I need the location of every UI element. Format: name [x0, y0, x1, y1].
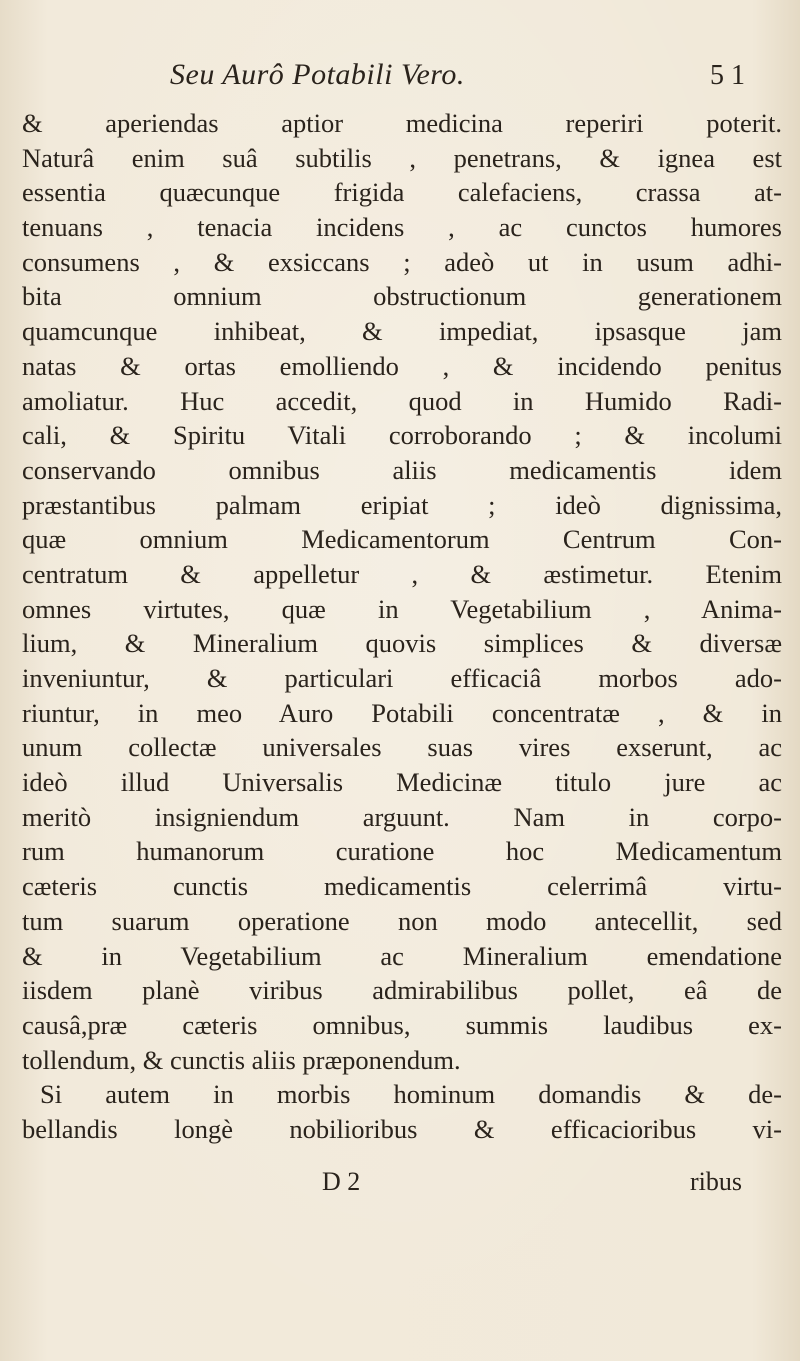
text-line: tenuans , tenacia incidens , ac cunctos humores — [22, 212, 782, 243]
text-line: natas & ortas emolliendo , & incidendo penitus — [22, 350, 782, 381]
text-line: ideò illud Universalis Medicinæ titulo jure ac — [22, 767, 782, 798]
text-line: bellandis longè nobilioribus & efficacioribus vi- — [22, 1113, 782, 1144]
page-number: 5 1 — [710, 60, 745, 91]
body-text — [22, 106, 782, 1147]
text-line: centratum & appelletur , & æstimetur. Etenim — [22, 558, 782, 589]
text-line: riuntur, in meo Auro Potabili concentratæ , & in — [22, 697, 782, 728]
text-line: tollendum, & cunctis aliis præponendum. — [22, 1044, 461, 1075]
text-line: quamcunque inhibeat, & impediat, ipsasque jam — [22, 316, 782, 347]
text-line: lium, & Mineralium quovis simplices & diversæ — [22, 628, 782, 659]
text-line: amoliatur. Huc accedit, quod in Humido Radi- — [22, 385, 782, 416]
text-line: iisdem planè viribus admirabilibus pollet, eâ de — [22, 975, 782, 1006]
text-line: cæteris cunctis medicamentis celerrimâ virtu- — [22, 871, 782, 902]
text-line: cali, & Spiritu Vitali corroborando ; & incolumi — [22, 420, 782, 451]
text-line: tum suarum operatione non modo antecellit, sed — [22, 905, 782, 936]
text-line: consumens , & exsiccans ; adeò ut in usum adhi- — [22, 246, 782, 277]
text-line: & aperiendas aptior medicina reperiri poterit. — [22, 108, 782, 138]
text-line: rum humanorum curatione hoc Medicamentum — [22, 836, 782, 867]
text-line: inveniuntur, & particulari efficaciâ morbos ado- — [22, 663, 782, 693]
text-line: Naturâ enim suâ subtilis , penetrans, & ignea est — [22, 142, 782, 173]
text-line: causâ,præ cæteris omnibus, summis laudibus ex- — [22, 1009, 782, 1040]
text-line: omnes virtutes, quæ in Vegetabilium , Anima- — [22, 593, 782, 624]
text-line: meritò insigniendum arguunt. Nam in corpo- — [22, 801, 782, 832]
text-line: & in Vegetabilium ac Mineralium emendatione — [22, 940, 782, 971]
text-line: essentia quæcunque frigida calefaciens, crassa at- — [22, 177, 782, 208]
running-title: Seu Aurô Potabili Vero. — [170, 58, 465, 91]
text-line: conservando omnibus aliis medicamentis idem — [22, 454, 782, 485]
catchword: ribus — [690, 1167, 742, 1196]
text-line: unum collectæ universales suas vires exserunt, ac — [22, 732, 782, 763]
text-line: bita omnium obstructionum generationem — [22, 281, 782, 312]
text-line: præstantibus palmam eripiat ; ideò dignissima, — [22, 489, 782, 520]
text-line: Si autem in morbis hominum domandis & de- — [40, 1079, 782, 1110]
signature-mark: D 2 — [322, 1167, 361, 1196]
text-line: quæ omnium Medicamentorum Centrum Con- — [22, 524, 782, 555]
